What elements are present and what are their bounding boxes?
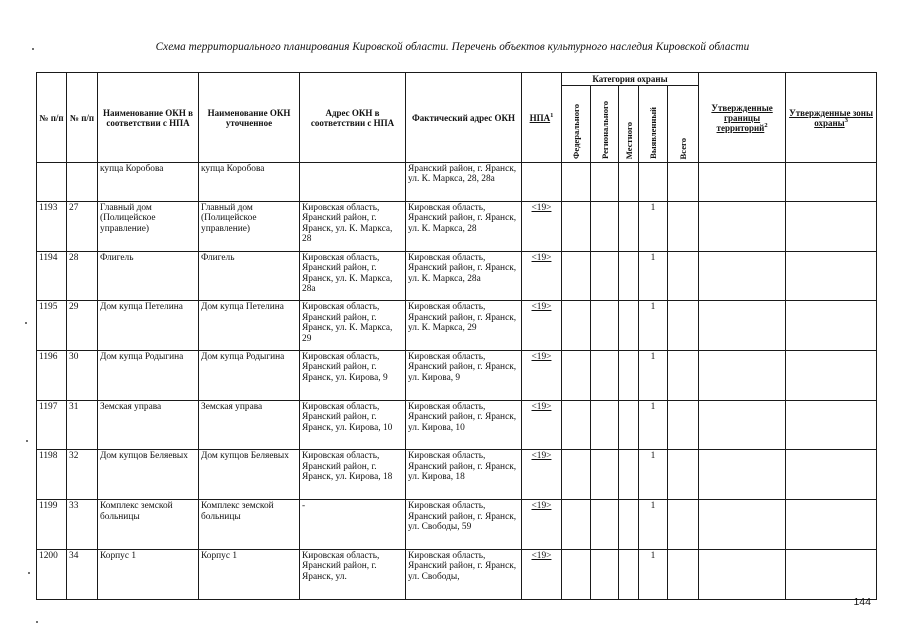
cell-name-refined: купца Коробова [199, 163, 300, 202]
cell-number: 1195 [37, 301, 67, 351]
cell-cat-regional [591, 450, 619, 500]
cell-territory-bounds [699, 351, 786, 401]
document-title: Схема территориального планирования Кировской области. Перечень объектов культурного наследия Кировской области [155, 41, 750, 53]
header-actual-address: Фактический адрес ОКН [406, 73, 522, 163]
cell-npa-ref: <19> [522, 500, 562, 550]
cell-cat-identified: 1 [639, 351, 668, 401]
cell-cat-total [668, 351, 699, 401]
cell-territory-bounds [699, 450, 786, 500]
cell-cat-local [619, 251, 639, 301]
cell-local-number: 33 [67, 500, 98, 550]
cell-number: 1199 [37, 500, 67, 550]
cell-npa-ref: <19> [522, 351, 562, 401]
cell-local-number: 27 [67, 202, 98, 252]
cell-name-refined: Земская управа [199, 400, 300, 450]
header-num-pp: № п/п [37, 73, 67, 163]
cell-name-npa: Комплекс земской больницы [98, 500, 199, 550]
cell-local-number: 30 [67, 351, 98, 401]
cell-protection-zones [786, 351, 877, 401]
cell-name-npa: Главный дом (Полицейское управление) [98, 202, 199, 252]
cell-name-npa: Дом купца Родыгина [98, 351, 199, 401]
header-name-npa: Наименование ОКН в соответствии с НПА [98, 73, 199, 163]
cell-protection-zones [786, 549, 877, 599]
cell-address-npa: - [300, 500, 406, 550]
cell-protection-zones [786, 163, 877, 202]
header-npa-note: 1 [550, 111, 554, 119]
table-body [37, 163, 877, 600]
cell-npa-ref: <19> [522, 301, 562, 351]
scan-speck [32, 48, 34, 50]
cell-cat-federal [562, 450, 591, 500]
cell-cat-federal [562, 163, 591, 202]
table-row [37, 301, 877, 351]
cell-cat-federal [562, 251, 591, 301]
cell-cat-federal [562, 500, 591, 550]
cell-address-npa: Кировская область, Яранский район, г. Яранск, ул. Кирова, 9 [300, 351, 406, 401]
table-row [37, 202, 877, 252]
cell-protection-zones [786, 251, 877, 301]
cell-actual-address: Кировская область, Яранский район, г. Яранск, ул. Кирова, 10 [406, 400, 522, 450]
table-row [37, 549, 877, 599]
cell-territory-bounds [699, 251, 786, 301]
cell-local-number: 34 [67, 549, 98, 599]
cell-cat-identified: 1 [639, 251, 668, 301]
cell-name-npa: купца Коробова [98, 163, 199, 202]
cell-address-npa: Кировская область, Яранский район, г. Яранск, ул. [300, 549, 406, 599]
header-npa [522, 73, 562, 163]
cell-cat-local [619, 301, 639, 351]
cell-name-npa: Флигель [98, 251, 199, 301]
cell-cat-local [619, 163, 639, 202]
table-row [37, 450, 877, 500]
table-row [37, 500, 877, 550]
cell-local-number: 31 [67, 400, 98, 450]
header-protection-zones [786, 73, 877, 163]
cell-actual-address: Кировская область, Яранский район, г. Яранск, ул. К. Маркса, 29 [406, 301, 522, 351]
cell-cat-local [619, 549, 639, 599]
page-number: 144 [853, 596, 871, 608]
cell-protection-zones [786, 301, 877, 351]
header-category-local: Местного [619, 86, 639, 163]
header-territory-bounds-label: Утвержденные границы территорий [711, 102, 773, 133]
cell-address-npa [300, 163, 406, 202]
scan-speck [36, 621, 38, 623]
cell-territory-bounds [699, 400, 786, 450]
cell-cat-identified: 1 [639, 301, 668, 351]
cell-cat-regional [591, 549, 619, 599]
header-territory-bounds [699, 73, 786, 163]
cell-cat-total [668, 450, 699, 500]
cell-cat-regional [591, 500, 619, 550]
cell-cat-identified: 1 [639, 500, 668, 550]
cell-cat-regional [591, 163, 619, 202]
cell-cat-identified: 1 [639, 400, 668, 450]
cell-name-npa: Дом купцов Беляевых [98, 450, 199, 500]
table-row [37, 400, 877, 450]
table-row [37, 351, 877, 401]
header-territory-bounds-note: 2 [764, 121, 768, 129]
cell-name-npa: Земская управа [98, 400, 199, 450]
header-name-refined: Наименование ОКН уточненное [199, 73, 300, 163]
cell-npa-ref: <19> [522, 549, 562, 599]
cell-territory-bounds [699, 301, 786, 351]
header-category-regional: Регионального [591, 86, 619, 163]
cell-cat-total [668, 251, 699, 301]
cell-cat-local [619, 450, 639, 500]
cell-npa-ref: <19> [522, 400, 562, 450]
cell-local-number: 32 [67, 450, 98, 500]
cell-cat-federal [562, 549, 591, 599]
cell-actual-address: Кировская область, Яранский район, г. Яранск, ул. К. Маркса, 28а [406, 251, 522, 301]
heritage-register-table [36, 72, 877, 600]
cell-name-npa: Корпус 1 [98, 549, 199, 599]
cell-cat-regional [591, 400, 619, 450]
cell-npa-ref: <19> [522, 251, 562, 301]
cell-cat-total [668, 163, 699, 202]
cell-address-npa: Кировская область, Яранский район, г. Яранск, ул. К. Маркса, 28 [300, 202, 406, 252]
cell-name-refined: Дом купца Петелина [199, 301, 300, 351]
scan-speck [26, 440, 28, 442]
cell-cat-total [668, 202, 699, 252]
cell-cat-local [619, 500, 639, 550]
cell-territory-bounds [699, 163, 786, 202]
cell-protection-zones [786, 500, 877, 550]
cell-cat-regional [591, 251, 619, 301]
cell-local-number: 29 [67, 301, 98, 351]
cell-local-number: 28 [67, 251, 98, 301]
header-num-pp-2: № п/п [67, 73, 98, 163]
cell-number: 1194 [37, 251, 67, 301]
cell-number: 1193 [37, 202, 67, 252]
table-header [37, 73, 877, 163]
cell-name-refined: Дом купца Родыгина [199, 351, 300, 401]
cell-actual-address: Яранский район, г. Яранск, ул. К. Маркса, 28, 28а [406, 163, 522, 202]
cell-cat-total [668, 301, 699, 351]
cell-address-npa: Кировская область, Яранский район, г. Яранск, ул. К. Маркса, 29 [300, 301, 406, 351]
table-row [37, 251, 877, 301]
header-category-federal: Федерального [562, 86, 591, 163]
cell-cat-federal [562, 400, 591, 450]
cell-name-refined: Комплекс земской больницы [199, 500, 300, 550]
cell-territory-bounds [699, 500, 786, 550]
cell-address-npa: Кировская область, Яранский район, г. Яранск, ул. Кирова, 18 [300, 450, 406, 500]
cell-npa-ref: <19> [522, 450, 562, 500]
header-category-group: Категория охраны [562, 73, 699, 86]
scan-speck [25, 322, 27, 324]
cell-cat-federal [562, 301, 591, 351]
cell-name-refined: Корпус 1 [199, 549, 300, 599]
cell-cat-regional [591, 202, 619, 252]
cell-number: 1196 [37, 351, 67, 401]
cell-actual-address: Кировская область, Яранский район, г. Яранск, ул. К. Маркса, 28 [406, 202, 522, 252]
cell-cat-identified: 1 [639, 450, 668, 500]
header-address-npa: Адрес ОКН в соответствии с НПА [300, 73, 406, 163]
cell-actual-address: Кировская область, Яранский район, г. Яранск, ул. Свободы, 59 [406, 500, 522, 550]
cell-cat-regional [591, 301, 619, 351]
cell-name-refined: Главный дом (Полицейское управление) [199, 202, 300, 252]
table-row [37, 163, 877, 202]
cell-cat-total [668, 400, 699, 450]
cell-cat-federal [562, 351, 591, 401]
cell-cat-regional [591, 351, 619, 401]
cell-number: 1198 [37, 450, 67, 500]
header-protection-zones-label: Утвержденные зоны охраны [789, 107, 873, 128]
cell-protection-zones [786, 400, 877, 450]
header-npa-label: НПА [529, 112, 551, 123]
cell-protection-zones [786, 202, 877, 252]
cell-cat-identified [639, 163, 668, 202]
cell-cat-federal [562, 202, 591, 252]
cell-name-refined: Дом купцов Беляевых [199, 450, 300, 500]
cell-actual-address: Кировская область, Яранский район, г. Яранск, ул. Кирова, 18 [406, 450, 522, 500]
cell-cat-total [668, 549, 699, 599]
cell-protection-zones [786, 450, 877, 500]
cell-number: 1197 [37, 400, 67, 450]
header-category-total: Всего [668, 86, 699, 163]
cell-number [37, 163, 67, 202]
cell-local-number [67, 163, 98, 202]
cell-territory-bounds [699, 202, 786, 252]
cell-cat-local [619, 400, 639, 450]
cell-npa-ref: <19> [522, 202, 562, 252]
cell-number: 1200 [37, 549, 67, 599]
cell-address-npa: Кировская область, Яранский район, г. Яранск, ул. К. Маркса, 28а [300, 251, 406, 301]
cell-actual-address: Кировская область, Яранский район, г. Яранск, ул. Кирова, 9 [406, 351, 522, 401]
header-protection-zones-note: 3 [844, 116, 848, 124]
cell-address-npa: Кировская область, Яранский район, г. Яранск, ул. Кирова, 10 [300, 400, 406, 450]
cell-actual-address: Кировская область, Яранский район, г. Яранск, ул. Свободы, [406, 549, 522, 599]
cell-cat-local [619, 351, 639, 401]
cell-territory-bounds [699, 549, 786, 599]
cell-cat-identified: 1 [639, 202, 668, 252]
header-category-identified: Выявленный [639, 86, 668, 163]
cell-name-npa: Дом купца Петелина [98, 301, 199, 351]
scan-speck [28, 572, 30, 574]
cell-name-refined: Флигель [199, 251, 300, 301]
cell-cat-identified: 1 [639, 549, 668, 599]
cell-cat-total [668, 500, 699, 550]
cell-cat-local [619, 202, 639, 252]
cell-npa-ref [522, 163, 562, 202]
